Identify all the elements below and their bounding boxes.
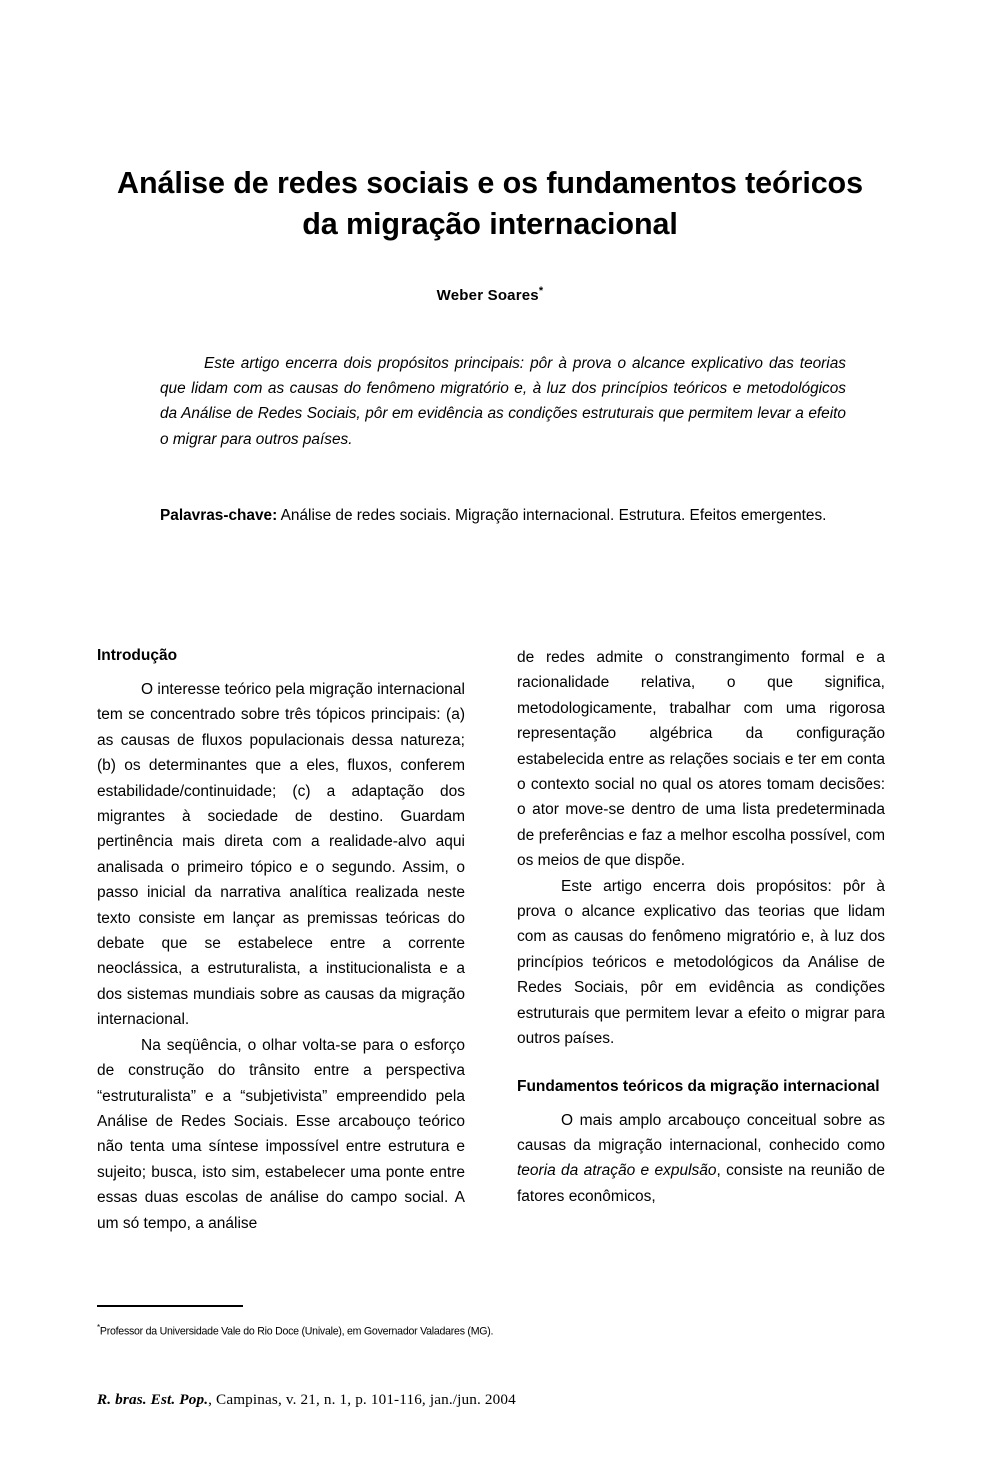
paragraph: de redes admite o constrangimento formal e a racionalidade relativa, o que significa, metodologicamente, trabalhar com uma rigorosa representação algébrica da configuração estabelecida entre as relações sociais e ter em conta o contexto social no qual os atores tomam decisões: o ator move-se dentro de uma lista predeterminada de preferências e faz a melhor escolha possível, com os meios de que dispõe. [517, 649, 885, 870]
page-title: Análise de redes sociais e os fundamentos teóricos da migração internacional [117, 166, 863, 241]
abstract: Este artigo encerra dois propósitos principais: pôr à prova o alcance explicativo das teorias que lidam com as causas do fenômeno migratório e, à luz dos princípios teóricos e metodológicos da Análise de Redes Sociais, pôr em evidência as condições estruturais que permitem levar a efeito o migrar para outros países. [160, 355, 846, 448]
footnote-marker: * [97, 1323, 100, 1332]
paragraph: Na seqüência, o olhar volta-se para o esforço de construção do trânsito entre a perspectiva “estruturalista” e a “subjetivista” empreendido pela Análise de Redes Sociais. Esse arcabouço teórico não tenta uma síntese impossível entre estrutura e sujeito; busca, isto sim, estabelecer uma ponte entre essas duas escolas de análise do campo social. A um só tempo, a análise [97, 1036, 465, 1232]
author-byline [110, 285, 870, 304]
body-column-right [517, 645, 885, 1209]
footnote-text: Professor da Universidade Vale do Rio Doce (Univale), em Governador Valadares (MG). [99, 1325, 494, 1338]
body-column-left [97, 645, 465, 1236]
journal-citation-details: , Campinas, v. 21, n. 1, p. 101-116, jan./jun. 2004 [208, 1391, 516, 1408]
paragraph-emphasis: teoria da atração e expulsão [517, 1162, 717, 1180]
footnote-separator [97, 1305, 243, 1307]
keywords-text: Análise de redes sociais. Migração internacional. Estrutura. Efeitos emergentes. [277, 507, 827, 524]
author-name: Weber Soares [436, 287, 539, 304]
paragraph [517, 1108, 885, 1210]
paragraph: O interesse teórico pela migração internacional tem se concentrado sobre três tópicos principais: (a) as causas de fluxos populacionais dessa natureza; (b) os determinantes que a eles, fluxos, conferem estabilidade/continuidade; (c) a adaptação dos migrantes à sociedade de destino. Guardam pertinência mais direta com a realidade-alvo aqui analisada o primeiro tópico e o segundo. Assim, o passo inicial da narrativa analítica realizada neste texto consiste em lançar as premissas teóricas do debate que se estabelece entre a corrente neoclássica, a estruturalista, a institucionalista e a dos sistemas mundiais sobre as causas da migração internacional. [97, 681, 465, 1029]
paragraph: Este artigo encerra dois propósitos: pôr à prova o alcance explicativo das teorias que lidam com as causas do fenômeno migratório e, à luz dos princípios teóricos e metodológicos da Análise de Redes Sociais, pôr em evidência as condições estruturais que permitem levar a efeito o migrar para outros países. [517, 877, 885, 1048]
section-heading-introducao: Introdução [97, 647, 178, 664]
section-heading-fundamentos: Fundamentos teóricos da migração internacional [517, 1077, 880, 1095]
journal-name: R. bras. Est. Pop. [97, 1391, 209, 1408]
keywords-label: Palavras-chave: [160, 507, 278, 524]
footnote [97, 1321, 797, 1339]
paragraph-text-part: O mais amplo arcabouço conceitual sobre as causas da migração internacional, conhecido como [517, 1111, 885, 1154]
journal-citation-footer [97, 1391, 797, 1409]
author-footnote-marker: * [538, 285, 544, 297]
keywords [160, 503, 846, 528]
paragraph-text-part: , consiste na reunião de fatores econômicos, [517, 1162, 885, 1205]
